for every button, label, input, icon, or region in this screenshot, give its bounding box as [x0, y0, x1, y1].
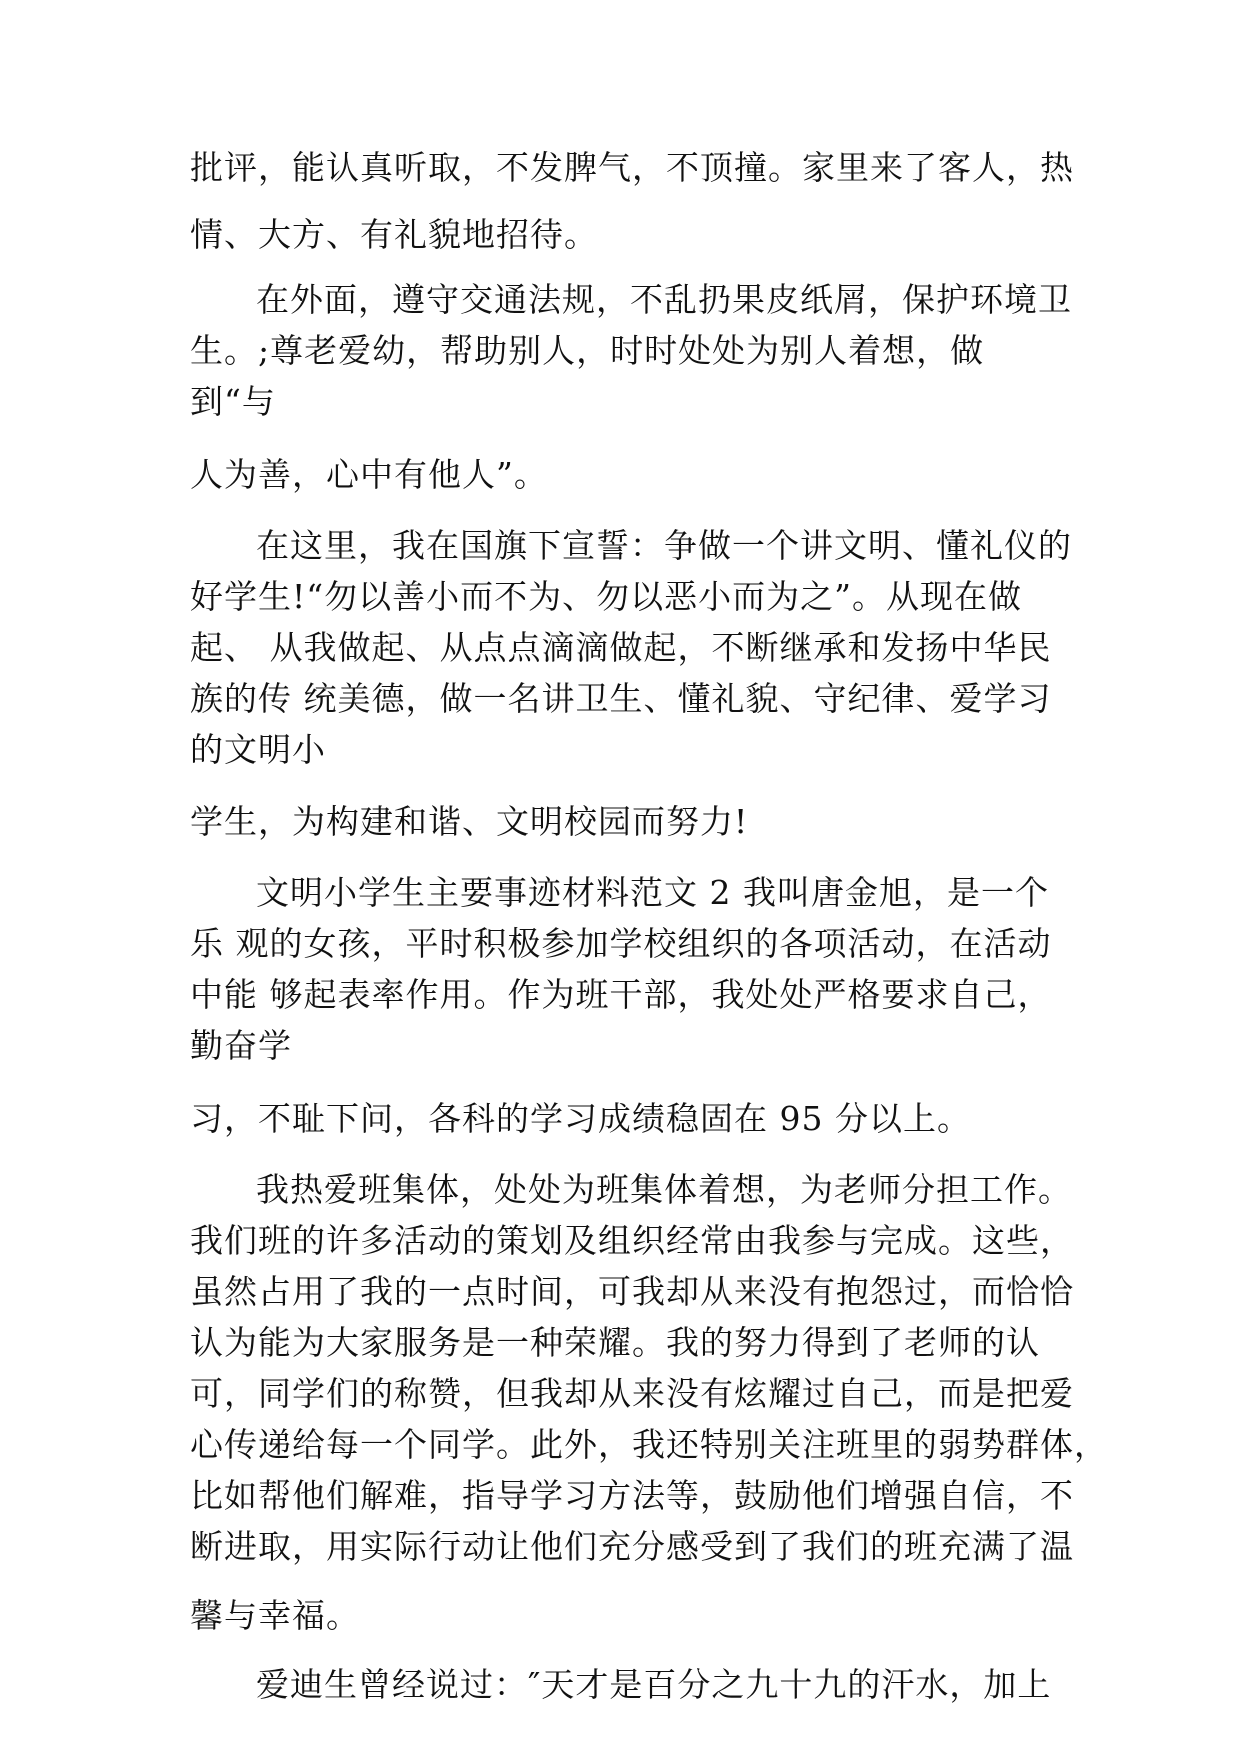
text-line: 勤奋学 [190, 1026, 292, 1065]
text-line: 批评，能认真听取，不发脾气，不顶撞。家里来了客人，热 [190, 148, 1074, 187]
text-line: 认为能为大家服务是一种荣耀。我的努力得到了老师的认 [190, 1323, 1040, 1362]
text-line: 虽然占用了我的一点时间，可我却从来没有抱怨过，而恰恰 [190, 1272, 1074, 1311]
text-line: 到“与 [190, 382, 276, 421]
text-line: 情、大方、有礼貌地招待。 [190, 215, 598, 254]
text-line: 可，同学们的称赞，但我却从来没有炫耀过自己，而是把爱 [190, 1374, 1074, 1413]
text-line: 爱迪生曾经说过：″天才是百分之九十九的汗水，加上 [256, 1665, 1052, 1704]
text-line: 我热爱班集体，处处为班集体着想，为老师分担工作。 [256, 1170, 1072, 1209]
text-line: 乐 观的女孩，平时积极参加学校组织的各项活动，在活动 [190, 924, 1052, 963]
text-line: 在这里，我在国旗下宣誓：争做一个讲文明、懂礼仪的 [256, 526, 1072, 565]
text-line: 好学生!“勿以善小而不为、勿以恶小而为之”。从现在做 [190, 577, 1023, 616]
text-line: 学生，为构建和谐、文明校园而努力! [190, 802, 749, 841]
text-line: 起、 从我做起、从点点滴滴做起，不断继承和发扬中华民 [190, 628, 1052, 667]
text-line: 的文明小 [190, 730, 326, 769]
text-line: 族的传 统美德，做一名讲卫生、懂礼貌、守纪律、爱学习 [190, 679, 1052, 718]
text-line: 断进取，用实际行动让他们充分感受到了我们的班充满了温 [190, 1527, 1074, 1566]
text-line: 我们班的许多活动的策划及组织经常由我参与完成。这些， [190, 1221, 1074, 1260]
text-line: 比如帮他们解难，指导学习方法等，鼓励他们增强自信，不 [190, 1476, 1074, 1515]
text-line: 生。;尊老爱幼，帮助别人，时时处处为别人着想，做 [190, 331, 985, 370]
text-line: 人为善，心中有他人”。 [190, 455, 548, 494]
text-line: 馨与幸福。 [190, 1596, 360, 1635]
text-line: 在外面，遵守交通法规，不乱扔果皮纸屑，保护环境卫 [256, 280, 1072, 319]
text-line: 中能 够起表率作用。作为班干部，我处处严格要求自己， [190, 975, 1052, 1014]
text-line: 文明小学生主要事迹材料范文 2 我叫唐金旭，是一个 [256, 873, 1049, 912]
text-line: 习，不耻下问，各科的学习成绩稳固在 95 分以上。 [190, 1099, 971, 1138]
text-line: 心传递给每一个同学。此外，我还特别关注班里的弱势群体， [190, 1425, 1108, 1464]
